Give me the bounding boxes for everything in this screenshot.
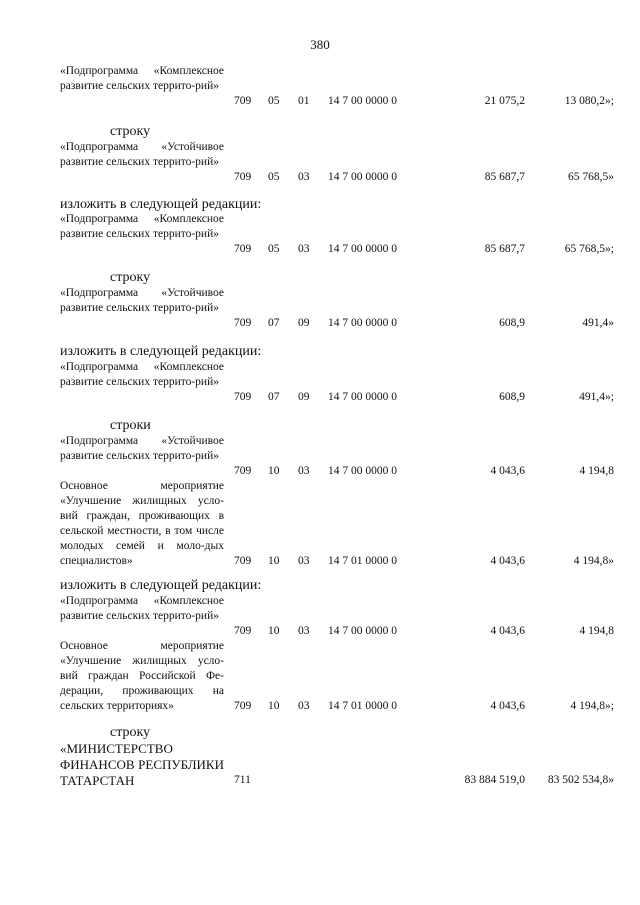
ministry-code: 709: [234, 625, 252, 637]
target-article-code: 14 7 00 0000 0: [328, 171, 397, 183]
block-heading: строку: [110, 725, 151, 740]
amount-year-2: 4 194,8»;: [570, 700, 614, 712]
section-code: 05: [268, 243, 280, 255]
subsection-code: 03: [298, 465, 310, 477]
section-code: 10: [268, 700, 280, 712]
amount-year-2: 83 502 534,8»: [547, 774, 614, 786]
amount-year-1: 83 884 519,0: [464, 774, 525, 786]
ministry-code: 709: [234, 95, 252, 107]
subsection-code: 03: [298, 700, 310, 712]
amount-year-2: 4 194,8»: [573, 555, 614, 567]
amount-year-2: 65 768,5»;: [564, 243, 614, 255]
row-description: «Подпрограмма «Комплексное развитие сельских террито-рий»: [60, 595, 224, 622]
amount-year-2: 4 194,8: [579, 465, 614, 477]
row-description: «Подпрограмма «Устойчивое развитие сельских террито-рий»: [60, 287, 224, 314]
ministry-code: 709: [234, 700, 252, 712]
target-article-code: 14 7 01 0000 0: [328, 555, 397, 567]
target-article-code: 14 7 00 0000 0: [328, 625, 397, 637]
block-heading: строку: [110, 124, 151, 139]
table-row: [0, 94, 640, 109]
amount-year-1: 608,9: [499, 317, 525, 329]
block-heading: изложить в следующей редакции:: [60, 197, 262, 212]
subsection-code: 03: [298, 625, 310, 637]
ministry-code: 709: [234, 391, 252, 403]
section-code: 07: [268, 317, 280, 329]
target-article-code: 14 7 00 0000 0: [328, 243, 397, 255]
amount-year-1: 608,9: [499, 391, 525, 403]
ministry-code: 709: [234, 171, 252, 183]
row-description: «Подпрограмма «Комплексное развитие сельских террито-рий»: [60, 361, 224, 388]
row-description: «МИНИСТЕРСТВО ФИНАНСОВ РЕСПУБЛИКИ ТАТАРСТАН: [60, 741, 224, 788]
amount-year-2: 65 768,5»: [568, 171, 614, 183]
section-code: 05: [268, 171, 280, 183]
section-code: 05: [268, 95, 280, 107]
section-code: 07: [268, 391, 280, 403]
subsection-code: 01: [298, 95, 310, 107]
block-heading: изложить в следующей редакции:: [60, 344, 262, 359]
subsection-code: 09: [298, 391, 310, 403]
block-heading: изложить в следующей редакции:: [60, 578, 262, 593]
table-row: [0, 554, 640, 569]
amount-year-2: 491,4»;: [579, 391, 614, 403]
amount-year-2: 491,4»: [582, 317, 614, 329]
target-article-code: 14 7 01 0000 0: [328, 700, 397, 712]
table-row: [0, 773, 640, 788]
ministry-code: 711: [234, 774, 251, 786]
amount-year-1: 85 687,7: [484, 171, 525, 183]
amount-year-1: 4 043,6: [490, 700, 525, 712]
row-description: «Подпрограмма «Комплексное развитие сельских террито-рий»: [60, 65, 224, 92]
row-description: Основное мероприятие «Улучшение жилищных усло-вий граждан, проживающих в сельской местности, в том числе молодых семей и моло-дых специалистов»: [60, 480, 224, 567]
amount-year-1: 85 687,7: [484, 243, 525, 255]
amount-year-1: 4 043,6: [490, 625, 525, 637]
table-row: [0, 699, 640, 714]
table-row: [0, 170, 640, 185]
amount-year-1: 21 075,2: [484, 95, 525, 107]
amount-year-1: 4 043,6: [490, 555, 525, 567]
table-row: [0, 242, 640, 257]
table-row: [0, 624, 640, 639]
target-article-code: 14 7 00 0000 0: [328, 95, 397, 107]
subsection-code: 03: [298, 555, 310, 567]
target-article-code: 14 7 00 0000 0: [328, 317, 397, 329]
page-number: 380: [310, 37, 330, 52]
amount-year-2: 13 080,2»;: [564, 95, 614, 107]
row-description: Основное мероприятие «Улучшение жилищных усло-вий граждан Российской Фе-дерации, проживающих на сельских территориях»: [60, 640, 224, 712]
table-row: [0, 464, 640, 479]
section-code: 10: [268, 465, 280, 477]
subsection-code: 03: [298, 171, 310, 183]
section-code: 10: [268, 625, 280, 637]
ministry-code: 709: [234, 243, 252, 255]
subsection-code: 03: [298, 243, 310, 255]
row-description: «Подпрограмма «Комплексное развитие сельских террито-рий»: [60, 213, 224, 240]
target-article-code: 14 7 00 0000 0: [328, 465, 397, 477]
table-row: [0, 390, 640, 405]
ministry-code: 709: [234, 317, 252, 329]
block-heading: строки: [110, 418, 151, 433]
amount-year-2: 4 194,8: [579, 625, 614, 637]
amount-year-1: 4 043,6: [490, 465, 525, 477]
section-code: 10: [268, 555, 280, 567]
row-description: «Подпрограмма «Устойчивое развитие сельских террито-рий»: [60, 435, 224, 462]
target-article-code: 14 7 00 0000 0: [328, 391, 397, 403]
row-description: «Подпрограмма «Устойчивое развитие сельских террито-рий»: [60, 141, 224, 168]
block-heading: строку: [110, 270, 151, 285]
ministry-code: 709: [234, 555, 252, 567]
subsection-code: 09: [298, 317, 310, 329]
table-row: [0, 316, 640, 331]
ministry-code: 709: [234, 465, 252, 477]
